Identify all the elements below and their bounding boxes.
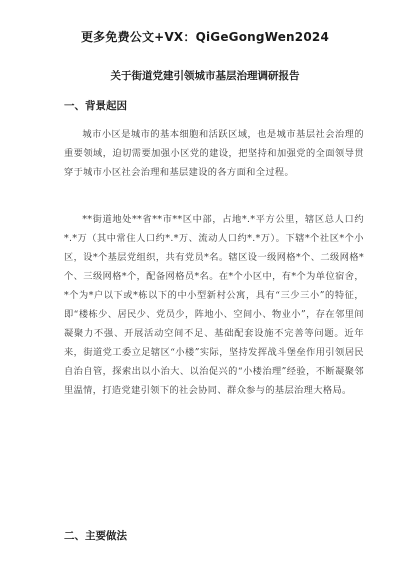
paragraph-1: 城市小区是城市的基本细胞和活跃区域，也是城市基层社会治理的重要领域，迫切需要加强小区党的建设，把坚持和加强党的全面领导贯穿于城市小区社会治理和基层建设的各方面和全过程。 — [64, 129, 364, 178]
section-heading-background: 一、背景起因 — [64, 100, 127, 112]
paragraph-2: **街道地处**省**市**区中部，占地*.*平方公里，辖区总人口约*.*万（其中常住人口约*.*万、流动人口约*.*万）。下辖*个社区*个小区，设*个基层党组织，共有党员*名。辖区设一级网格*个、二级网格*个、三级网格*个，配备网格员*名。在*个小区中，有*个为单位宿舍，*个为*户以下或*栋以下的中小型新村公寓，具有“三少三小”的特征，即“楼栋少、居民少、党员少，阵地小、空间小、物业小”，存在邻里间凝聚力不强、开展活动空间不足、基础配套设施不完善等问题。近年来，街道党工委立足辖区“小楼”实际，坚持发挥战斗堡垒作用引领居民自治自管，探索出以小治大、以治促兴的“小楼治理”经验，不断凝聚邻里温情，打造党建引领下的社会协同、群众参与的基层治理大格局。 — [64, 214, 364, 396]
document-title: 关于街道党建引领城市基层治理调研报告 — [110, 70, 300, 82]
section-heading-practices: 二、主要做法 — [64, 530, 127, 542]
watermark-banner: 更多免费公文+VX：QiGeGongWen2024 — [80, 30, 329, 44]
